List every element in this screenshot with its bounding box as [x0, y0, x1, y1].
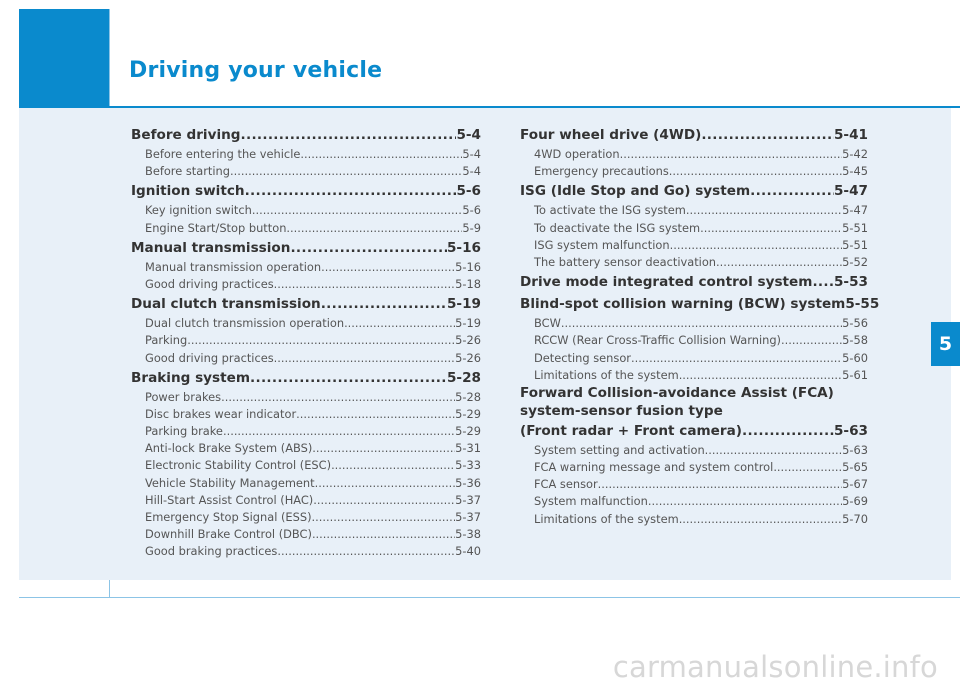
- toc-page-number: 5-19: [446, 296, 481, 313]
- toc-entry-title: Good driving practices: [145, 350, 274, 365]
- toc-page-number: 5-58: [842, 333, 868, 348]
- toc-page-number: 5-19: [455, 316, 481, 331]
- toc-entry-title: Parking brake: [145, 424, 223, 439]
- toc-page-number: 5-60: [842, 350, 868, 365]
- toc-entry-title: RCCW (Rear Cross-Traffic Collision Warning): [534, 333, 782, 348]
- toc-page-number: 5-4: [456, 127, 481, 143]
- toc-subsection-entry[interactable]: [131, 543, 481, 560]
- dot-leader: [716, 254, 842, 271]
- dot-leader: [812, 272, 834, 293]
- dot-leader: [701, 125, 834, 146]
- toc-entry-title: Vehicle Stability Management: [145, 475, 315, 490]
- toc-entry-title: Manual transmission: [131, 239, 291, 256]
- dot-leader: [221, 389, 455, 406]
- dot-leader: [286, 220, 462, 237]
- toc-page-number: 5-37: [455, 492, 481, 507]
- chapter-tab[interactable]: 5: [931, 322, 960, 366]
- toc-section-heading-line: Forward Collision-avoidance Assist (FCA): [520, 384, 834, 401]
- dot-leader: [679, 367, 842, 384]
- dot-leader: [331, 457, 455, 474]
- toc-right-column: [520, 124, 880, 528]
- toc-page-number: 5-29: [455, 406, 481, 421]
- toc-subsection-entry[interactable]: [131, 423, 481, 440]
- toc-entry-title: Emergency precautions: [534, 164, 669, 179]
- toc-page-number: 5-67: [842, 477, 868, 492]
- dot-leader: [252, 202, 463, 219]
- toc-section-entry[interactable]: [520, 421, 868, 442]
- toc-subsection-entry[interactable]: [131, 406, 481, 423]
- toc-entry-title: Dual clutch transmission: [131, 296, 321, 313]
- toc-page-number: 5-69: [842, 494, 868, 509]
- toc-section-heading-line: system-sensor fusion type: [520, 402, 723, 419]
- toc-page-number: 5-4: [462, 164, 481, 179]
- toc-entry-title: Before starting: [145, 164, 231, 179]
- toc-section-entry[interactable]: [131, 125, 481, 146]
- toc-page-number: 5-63: [842, 442, 868, 457]
- toc-subsection-entry[interactable]: [131, 492, 481, 509]
- dot-leader: [312, 509, 456, 526]
- toc-page-number: 5-16: [446, 239, 481, 256]
- toc-page-number: 5-6: [456, 183, 481, 200]
- toc-page-number: 5-42: [842, 147, 868, 161]
- toc-entry-title: Ignition switch: [131, 183, 245, 200]
- toc-page-number: 5-51: [842, 237, 868, 252]
- toc-entry-title: Four wheel drive (4WD): [520, 127, 702, 143]
- dot-leader: [700, 220, 842, 237]
- toc-page-number: 5-28: [446, 369, 481, 386]
- toc-entry-title: (Front radar + Front camera): [520, 422, 742, 439]
- toc-entry-title: Good braking practices: [145, 544, 278, 559]
- toc-page-number: 5-16: [455, 259, 481, 274]
- toc-page-number: 5-47: [833, 183, 868, 200]
- toc-page-number: 5-26: [455, 350, 481, 365]
- dot-leader: [187, 332, 455, 349]
- toc-section-entry[interactable]: [131, 181, 481, 202]
- toc-entry-title: Key ignition switch: [145, 203, 252, 218]
- watermark: carmanualsonline.info: [612, 650, 938, 684]
- toc-left-column: [131, 124, 481, 561]
- dot-leader: [223, 423, 455, 440]
- toc-subsection-entry[interactable]: [520, 511, 868, 528]
- dot-leader: [670, 237, 843, 254]
- toc-entry-title: Disc brakes wear indicator: [145, 406, 297, 421]
- toc-entry-title: Detecting sensor: [534, 350, 631, 365]
- toc-section-entry[interactable]: [131, 368, 481, 389]
- toc-page-number: 5-65: [842, 460, 868, 475]
- toc-page-number: 5-37: [455, 510, 481, 524]
- toc-subsection-entry[interactable]: [520, 493, 868, 510]
- dot-leader: [679, 511, 842, 528]
- toc-section-entry[interactable]: [131, 238, 481, 259]
- toc-subsection-entry[interactable]: [520, 476, 868, 493]
- toc-entry-title: Electronic Stability Control (ESC): [145, 458, 332, 473]
- toc-section-entry[interactable]: [520, 272, 868, 293]
- dot-leader: [296, 406, 455, 423]
- dot-leader: [344, 315, 455, 332]
- toc-page-number: 5-29: [455, 424, 481, 439]
- toc-section-entry[interactable]: [131, 294, 481, 315]
- dot-leader: [230, 163, 462, 180]
- toc-page-number: 5-6: [462, 203, 481, 218]
- toc-subsection-entry[interactable]: [131, 276, 481, 293]
- toc-section-entry[interactable]: [520, 125, 868, 146]
- toc-entry-title: Braking system: [131, 369, 251, 386]
- dot-leader: [312, 440, 455, 457]
- toc-page-number: 5-26: [455, 333, 481, 348]
- dot-leader: [241, 125, 457, 146]
- toc-subsection-entry[interactable]: [131, 457, 481, 474]
- toc-entry-title: Before entering the vehicle: [145, 147, 301, 161]
- toc-subsection-entry[interactable]: [520, 163, 868, 180]
- dot-leader: [750, 181, 834, 202]
- dot-leader: [274, 350, 455, 367]
- toc-subsection-entry[interactable]: [520, 254, 868, 271]
- toc-subsection-entry[interactable]: [131, 475, 481, 492]
- toc-page-number: 5-38: [455, 527, 481, 542]
- toc-page-number: 5-53: [833, 274, 868, 291]
- toc-page-number: 5-41: [833, 127, 868, 143]
- dot-leader: [313, 492, 455, 509]
- toc-subsection-entry[interactable]: [520, 202, 868, 219]
- toc-entry-title: Parking: [145, 333, 188, 348]
- toc-entry-title: Hill-Start Assist Control (HAC): [145, 492, 314, 507]
- toc-page-number: 5-9: [462, 220, 481, 235]
- toc-entry-title: ISG system malfunction: [534, 237, 670, 252]
- dot-leader: [686, 202, 842, 219]
- toc-entry-title: Power brakes: [145, 389, 222, 404]
- toc-subsection-entry[interactable]: [520, 220, 868, 237]
- toc-subsection-entry[interactable]: [520, 237, 868, 254]
- toc-entry-title: FCA warning message and system control: [534, 460, 774, 475]
- toc-subsection-entry[interactable]: [131, 440, 481, 457]
- dot-leader: [245, 181, 457, 202]
- toc-subsection-entry[interactable]: [520, 332, 868, 349]
- dot-leader: [290, 238, 447, 259]
- toc-section-entry[interactable]: [520, 294, 880, 315]
- toc-page-number: 5-28: [455, 389, 481, 404]
- toc-subsection-entry[interactable]: [131, 350, 481, 367]
- chapter-header-block: [19, 9, 109, 108]
- toc-subsection-entry[interactable]: [131, 389, 481, 406]
- toc-subsection-entry[interactable]: [131, 146, 481, 163]
- toc-page-number: 5-47: [842, 203, 868, 218]
- toc-page-number: 5-52: [842, 254, 868, 269]
- toc-subsection-entry[interactable]: [520, 367, 868, 384]
- toc-subsection-entry[interactable]: [131, 315, 481, 332]
- dot-leader: [781, 332, 842, 349]
- toc-subsection-entry[interactable]: [131, 259, 481, 276]
- toc-entry-title: System setting and activation: [534, 442, 705, 457]
- toc-page-number: 5-18: [455, 276, 481, 291]
- dot-leader: [250, 368, 447, 389]
- toc-subsection-entry[interactable]: [520, 442, 868, 459]
- dot-leader: [773, 459, 842, 476]
- toc-page-number: 5-45: [842, 164, 868, 179]
- toc-page-number: 5-63: [833, 422, 868, 439]
- toc-subsection-entry[interactable]: [131, 332, 481, 349]
- toc-entry-title: Downhill Brake Control (DBC): [145, 527, 312, 542]
- dot-leader: [648, 493, 842, 510]
- toc-entry-title: Engine Start/Stop button: [145, 220, 287, 235]
- toc-page-number: 5-36: [455, 475, 481, 490]
- dot-leader: [669, 163, 842, 180]
- dot-leader: [315, 475, 456, 492]
- toc-subsection-entry[interactable]: [520, 146, 868, 163]
- dot-leader: [277, 543, 455, 560]
- toc-entry-title: ISG (Idle Stop and Go) system: [520, 183, 751, 200]
- toc-entry-title: Before driving: [131, 127, 241, 143]
- toc-entry-title: BCW: [534, 316, 561, 331]
- toc-page-number: 5-70: [842, 511, 868, 526]
- dot-leader: [321, 259, 455, 276]
- toc-subsection-entry[interactable]: [131, 220, 481, 237]
- bottom-rule: [19, 597, 960, 598]
- dot-leader: [321, 294, 447, 315]
- toc-page-number: 5-33: [455, 458, 481, 473]
- toc-page-number: 5-56: [842, 316, 868, 331]
- toc-entry-title: Limitations of the system: [534, 367, 679, 382]
- dot-leader: [598, 476, 842, 493]
- toc-entry-title: To activate the ISG system: [534, 203, 686, 218]
- toc-page-number: 5-61: [842, 367, 868, 382]
- toc-entry-title: Dual clutch transmission operation: [145, 316, 345, 331]
- toc-entry-title: FCA sensor: [534, 477, 598, 492]
- toc-entry-title: System malfunction: [534, 494, 648, 509]
- dot-leader: [561, 315, 842, 332]
- toc-subsection-entry[interactable]: [131, 509, 481, 526]
- toc-subsection-entry[interactable]: [131, 163, 481, 180]
- toc-entry-title: Good driving practices: [145, 276, 274, 291]
- dot-leader: [300, 146, 462, 163]
- toc-subsection-entry[interactable]: [520, 350, 868, 367]
- toc-page-number: 5-31: [455, 441, 481, 456]
- toc-entry-title: Blind-spot collision warning (BCW) system: [520, 296, 846, 313]
- toc-entry-title: Anti-lock Brake System (ABS): [145, 441, 313, 456]
- page-title: Driving your vehicle: [129, 58, 383, 83]
- dot-leader: [705, 442, 842, 459]
- toc-entry-title: To deactivate the ISG system: [534, 220, 701, 235]
- toc-subsection-entry[interactable]: [520, 459, 868, 476]
- toc-entry-title: 4WD operation: [534, 147, 620, 161]
- dot-leader: [742, 421, 834, 442]
- dot-leader: [274, 276, 455, 293]
- toc-entry-title: Drive mode integrated control system: [520, 274, 813, 291]
- dot-leader: [631, 350, 842, 367]
- dot-leader: [312, 526, 455, 543]
- toc-page-number: 5-40: [455, 544, 481, 559]
- toc-page-number: 5-4: [462, 147, 481, 161]
- toc-subsection-entry[interactable]: [131, 202, 481, 219]
- toc-entry-title: The battery sensor deactivation: [534, 254, 717, 269]
- toc-entry-title: Limitations of the system: [534, 511, 679, 526]
- toc-entry-title: Manual transmission operation: [145, 259, 322, 274]
- toc-entry-title: Emergency Stop Signal (ESS): [145, 510, 312, 524]
- toc-subsection-entry[interactable]: [131, 526, 481, 543]
- toc-subsection-entry[interactable]: [520, 315, 868, 332]
- toc-page-number: 5-55: [845, 296, 880, 313]
- toc-section-entry[interactable]: [520, 181, 868, 202]
- dot-leader: [620, 146, 843, 163]
- toc-page-number: 5-51: [842, 220, 868, 235]
